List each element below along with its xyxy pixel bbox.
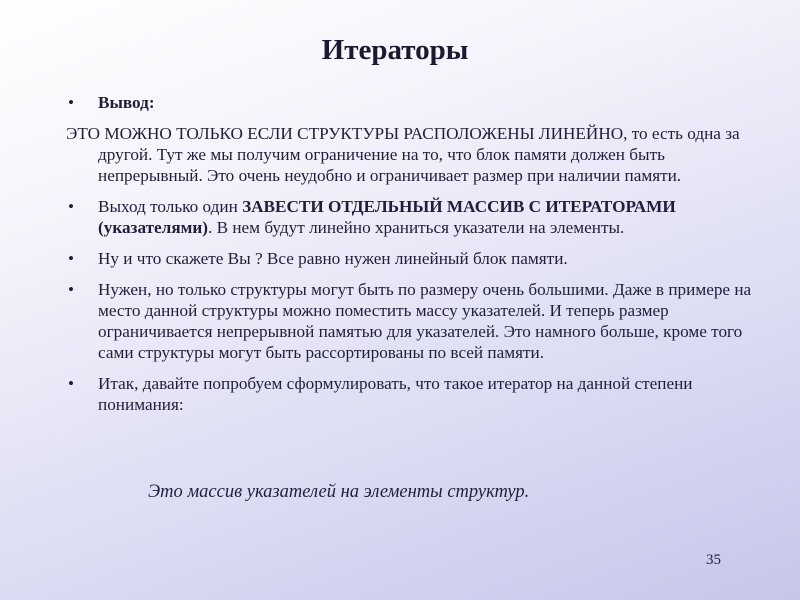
body-text: . В нем будут линейно храниться указатели на элементы. [207,218,625,237]
list-item [66,123,766,186]
body-text: то есть одна за другой. Тут же мы получим ограничение на то, что блок памяти должен быть непрерывный. Это очень неудобно и ограничивает размер при наличии памяти. [98,124,740,185]
bullet-icon: • [68,93,75,112]
slide-body [66,92,766,425]
list-item [66,373,766,415]
output-label: Вывод: [98,93,155,112]
list-item [66,248,766,269]
body-text: Итак, давайте попробуем сформулировать, что такое итератор на данной степени понимания: [98,374,693,414]
slide-title: Итераторы [321,34,469,66]
bullet-icon: • [68,280,75,299]
body-text: Нужен, но только структуры могут быть по размеру очень большими. Даже в примере на место данной структуры можно поместить массу указателей. И теперь размер ограничивается непрерывной памятью для указателей. Это намного больше, кроме того сами структуры могут быть рассортированы по всей памяти. [98,280,752,362]
body-text: Ну и что скажете Вы ? Все равно нужен линейный блок памяти. [98,249,568,268]
bullet-icon: • [68,374,75,393]
conclusion-text: Это массив указателей на элементы структур. [148,482,530,502]
list-item [66,92,766,113]
list-item [66,196,766,238]
page-number: 35 [706,552,721,568]
bullet-icon: • [68,249,75,268]
emphasis-text: ЭТО МОЖНО ТОЛЬКО ЕСЛИ СТРУКТУРЫ РАСПОЛОЖЕНЫ ЛИНЕЙНО, [66,124,628,143]
emphasis-text: ЗАВЕСТИ ОТДЕЛЬНЫЙ МАССИВ С ИТЕРАТОРАМИ (указателями) [98,197,676,237]
list-item [66,279,766,363]
bullet-icon: • [68,197,75,216]
body-text: Выход только один [98,197,243,216]
